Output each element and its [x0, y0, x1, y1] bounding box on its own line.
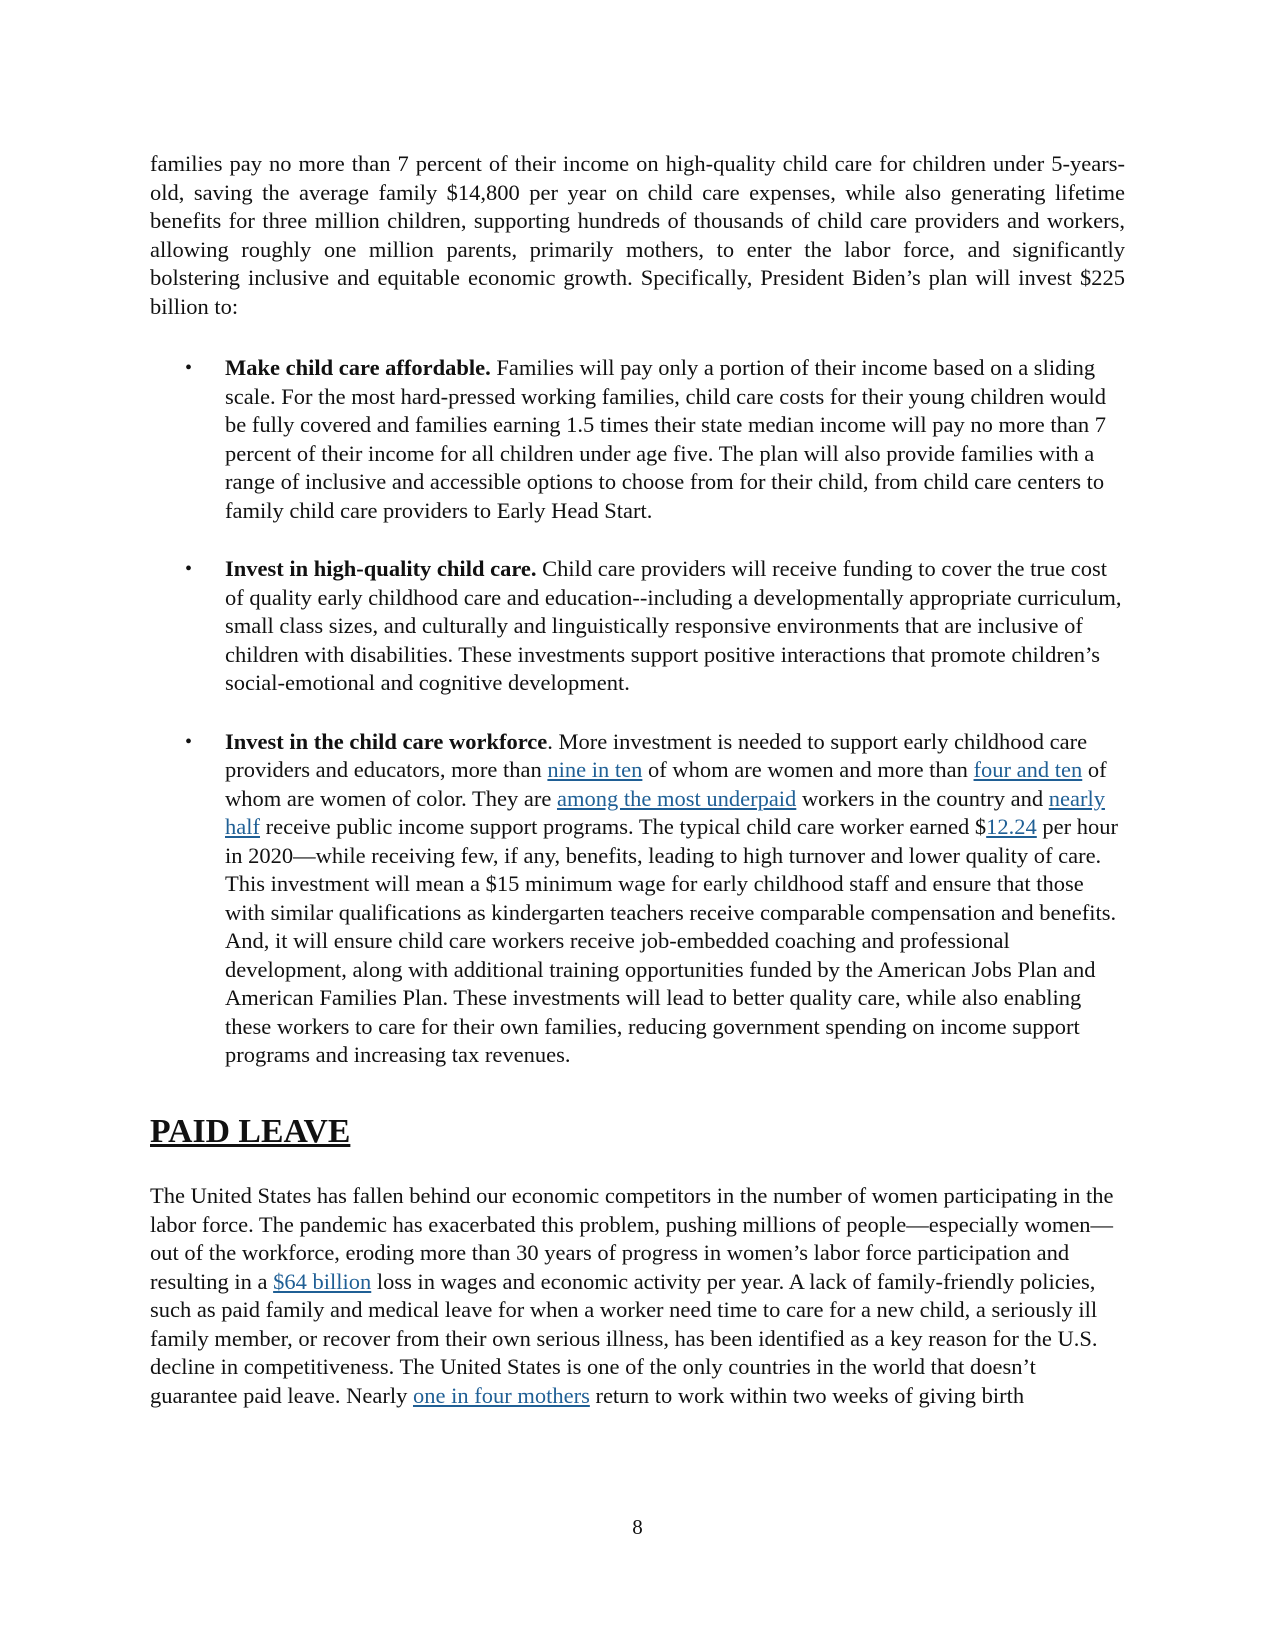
bullet-high-quality	[150, 555, 1125, 698]
bullet-body: Families will pay only a portion of their income based on a sliding scale. For the most hard-pressed working families, child care costs for their young children would be fully covered and families earning 1.5 times their state median income will pay no more than 7 percent of their income for all children under age five. The plan will also provide families with a range of inclusive and accessible options to choose from for their child, from child care centers to family child care providers to Early Head Start.	[225, 355, 1107, 523]
bullet-title: Invest in the child care workforce	[225, 728, 548, 754]
section-heading-paid-leave: PAID LEAVE	[150, 1112, 351, 1150]
bullet-title: Invest in high-quality child care.	[225, 556, 537, 581]
paragraph-text: The United States has fallen behind our economic competitors in the number of women participating in the labor force. The pandemic has exacerbated this problem, pushing millions of people—especially women—out of the workforce, eroding more than 30 years of progress in women’s labor force participation and resulting in a	[150, 1183, 1114, 1294]
link-64-billion[interactable]: $64 billion	[273, 1268, 372, 1294]
bullet-text: of whom are women of color. They are	[225, 757, 1107, 811]
link-among-most-underpaid[interactable]: among the most underpaid	[556, 785, 797, 811]
link-hourly-wage[interactable]: 12.24	[986, 814, 1037, 839]
bullet-text: workers in the country and	[796, 785, 1049, 811]
bullet-icon: •	[185, 357, 193, 379]
paragraph-text: loss in wages and economic activity per year. A lack of family-friendly policies, such as paid family and medical leave for when a worker need time to care for a new child, a seriously ill family member, or recover from their own serious illness, has been identified as a key reason for the U.S. decline in competitiveness. The United States is one of the only countries in the world that doesn’t guarantee paid leave. Nearly	[150, 1268, 1098, 1408]
bullet-text: of whom are women and more than	[642, 757, 974, 782]
link-nearly-half[interactable]: nearly half	[225, 785, 1105, 839]
bullet-workforce	[150, 728, 1125, 1070]
bullet-body: Child care providers will receive funding to cover the true cost of quality early childhood care and education--including a developmentally appropriate curriculum, small class sizes, and culturally and linguistically responsive environments that are inclusive of children with disabilities. These investments support positive interactions that promote children’s social-emotional and cognitive development.	[225, 556, 1122, 695]
paragraph-text: return to work within two weeks of giving birth	[589, 1382, 1025, 1408]
link-nine-in-ten[interactable]: nine in ten	[547, 757, 643, 782]
bullet-affordable	[150, 354, 1125, 525]
bullet-list	[150, 354, 1125, 1070]
bullet-text: . More investment is needed to support early childhood care providers and educators, more than	[225, 728, 1088, 782]
paid-leave-paragraph	[150, 1182, 1125, 1410]
link-four-and-ten[interactable]: four and ten	[973, 757, 1083, 782]
document-page	[150, 150, 1125, 1410]
bullet-text: per hour in 2020—while receiving few, if any, benefits, leading to high turnover and lower quality of care. This investment will mean a $15 minimum wage for early childhood staff and ensure that those with similar qualifications as kindergarten teachers receive comparable compensation and benefits. And, it will ensure child care workers receive job-embedded coaching and professional development, along with additional training opportunities funded by the American Jobs Plan and American Families Plan. These investments will lead to better quality care, while also enabling these workers to care for their own families, reducing government spending on income support programs and increasing tax revenues.	[225, 814, 1119, 1067]
bullet-text: receive public income support programs. The typical child care worker earned $	[259, 814, 987, 839]
intro-paragraph: families pay no more than 7 percent of their income on high-quality child care for children under 5-years-old, saving the average family $14,800 per year on child care expenses, while also generating lifetime benefits for three million children, supporting hundreds of thousands of child care providers and workers, allowing roughly one million parents, primarily mothers, to enter the labor force, and significantly bolstering inclusive and equitable economic growth. Specifically, President Biden’s plan will invest $225 billion to:	[150, 151, 1125, 319]
link-one-in-four-mothers[interactable]: one in four mothers	[412, 1382, 590, 1408]
bullet-icon: •	[185, 730, 193, 753]
bullet-title: Make child care affordable.	[225, 355, 491, 380]
page-number: 8	[632, 1515, 643, 1539]
bullet-icon: •	[185, 558, 193, 580]
